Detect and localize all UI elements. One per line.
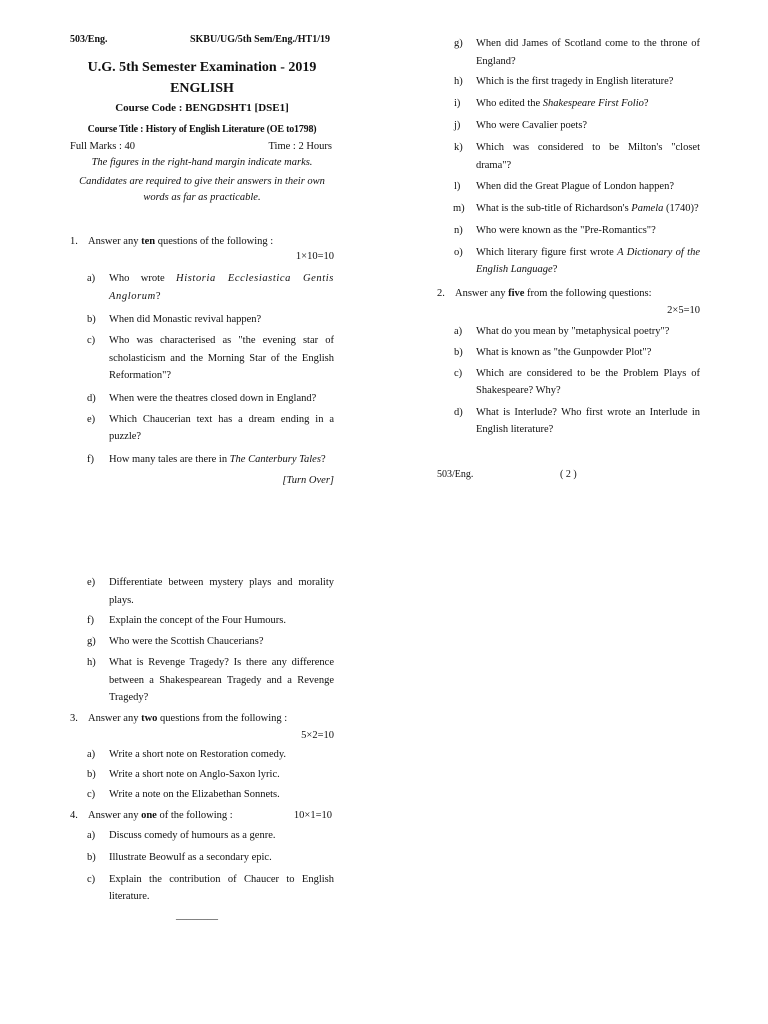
question-1-text: Answer any ten questions of the following : [88,236,274,247]
turn-over: [Turn Over] [282,475,334,486]
q3-item-a: a) Write a short note on Restoration comedy. [87,748,287,760]
question-4-text: Answer any one of the following : [88,809,233,821]
question-3-marks: 5×2=10 [301,729,334,741]
page-2 [437,35,700,483]
q2-item-g: g) Who were the Scottish Chaucerians? [87,636,264,647]
q1-item-n: n) Who were known as the "Pre-Romantics"? [454,224,656,236]
q1-item-j: j) Who were Cavalier poets? [454,120,588,131]
page-header [70,31,334,47]
q1-item-o: o) Which literary figure first wrote A Dictionary of the English Language? [454,246,700,275]
q2-item-f: f) Explain the concept of the Four Humours. [87,615,287,626]
q2-item-d: d) What is Interlude? Who first wrote an Interlude in English literature? [454,406,700,435]
q3-item-b: b) Write a short note on Anglo-Saxon lyric. [87,768,280,780]
full-marks: Full Marks : 40 [70,141,136,152]
q1-item-d: d) When were the theatres closed down in England? [87,392,317,404]
q1-item-m: m) What is the sub-title of Richardson's Pamela (1740)? [453,203,699,214]
q4-item-a: a) Discuss comedy of humours as a genre. [87,829,276,841]
marks-time-row [70,138,334,154]
q4-item-b: b) Illustrate Beowulf as a secondary epic. [87,851,272,863]
q1-item-k: k) Which was considered to be Milton's "closet drama"? [454,142,700,171]
q1-item-l: l) When did the Great Plague of London happen? [454,181,674,192]
q1-item-c: c) Who was characterised as "the evening star of scholasticism and the Morning Star of the English Reformation"? [87,335,334,381]
question-2-text: Answer any five from the following questions: [455,287,652,299]
question-2-marks: 2×5=10 [667,304,700,316]
q3-item-c: c) Write a note on the Elizabethan Sonnets. [87,788,280,800]
q2-item-c: c) Which are considered to be the Problem Plays of Shakespeare? Why? [454,367,700,396]
end-of-paper-line: ________ [176,909,218,921]
q1-item-e: e) Which Chaucerian text has a dream ending in a puzzle? [87,413,334,442]
q2-item-h: h) What is Revenge Tragedy? Is there any difference between a Shakespearean Tragedy and a Revenge Tragedy? [87,657,334,703]
page-2-footer [437,467,700,483]
time-allowed: Time : 2 Hours [268,141,332,152]
q1-item-b: b) When did Monastic revival happen? [87,314,262,325]
q1-item-i: i) Who edited the Shakespeare First Folio? [454,98,649,109]
header-code: SKBU/UG/5th Sem/Eng./HT1/19 [189,34,330,45]
q4-item-c: c) Explain the contribution of Chaucer to English literature. [87,873,334,902]
q2-item-e: e) Differentiate between mystery plays and morality plays. [87,577,334,606]
page-3 [70,574,334,924]
course-code: Course Code : BENGDSHT1 [DSE1] [115,102,289,114]
instruction-own-words: Candidates are required to give their answers in their own words as far as practicable. [79,176,325,203]
question-2: 2. Answer any five from the following questions: 2×5=10 [437,285,700,319]
footer-paper-code: 503/Eng. [437,468,474,480]
q1-item-a: a) Who wrote Historia Ecclesiastica Gentis Anglorum? [87,273,334,302]
paper-code: 503/Eng. [70,34,108,45]
q1-item-f: f) How many tales are there in The Canterbury Tales? [87,453,326,465]
question-4: 4. Answer any one of the following : 10×1=10 [70,807,334,824]
question-3-text: Answer any two questions from the following : [88,712,288,724]
subject-title: ENGLISH [170,81,234,96]
question-1-items [70,270,334,468]
page-number: ( 2 ) [560,468,577,480]
q2-item-a: a) What do you mean by "metaphysical poetry"? [454,325,670,337]
instruction-marks: The figures in the right-hand margin indicate marks. [91,157,313,168]
q1-item-g: g) When did James of Scotland come to the throne of England? [454,38,700,67]
exam-title: U.G. 5th Semester Examination - 2019 [87,60,317,75]
page-1 [70,31,334,488]
q2-item-b: b) What is known as "the Gunpowder Plot"? [454,346,652,358]
question-3: 3. Answer any two questions from the following : 5×2=10 [70,710,334,744]
question-number: 1. [70,236,78,247]
question-1 [70,233,334,264]
course-title: Course Title : History of English Literature (OE to1798) [87,124,317,135]
question-1-marks: 1×10=10 [295,251,334,262]
q1-item-h: h) Which is the first tragedy in English literature? [454,76,674,87]
question-4-marks: 10×1=10 [293,809,332,821]
